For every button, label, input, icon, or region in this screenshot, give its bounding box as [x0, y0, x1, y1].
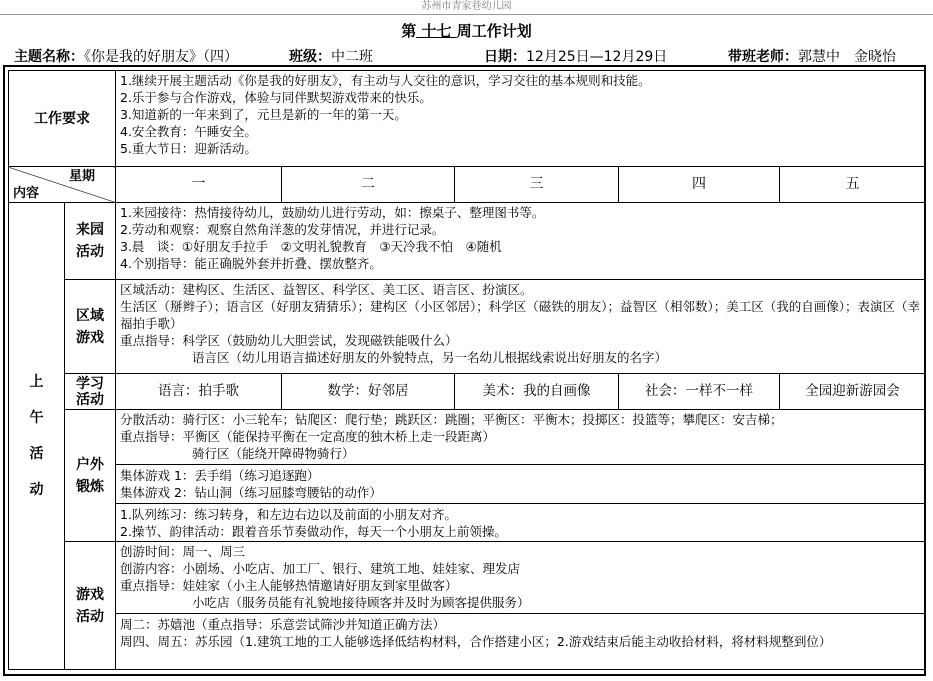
day-friday: 五: [780, 167, 926, 203]
requirement-item: 4.安全教育：午睡安全。: [120, 124, 257, 139]
weekday-label: 星期: [68, 169, 95, 184]
theme-field: 主题名称：《你是我的好朋友》（四）: [14, 49, 238, 65]
requirements-row: [9, 71, 926, 167]
title-suffix: 周工作计划: [456, 22, 532, 40]
play-areas: 创游内容：小剧场、小吃店、加工厂、银行、建筑工地、娃娃家、理发店: [120, 561, 521, 576]
arrival-item: 2.劳动和观察：观察自然角洋葱的发芽情况，并进行记录。: [120, 222, 445, 237]
zones-guide: 重点指导：科学区（鼓励幼儿大胆尝试，发现磁铁能吸什么）: [120, 333, 458, 348]
date-field: 日期：12月25日—12月29日: [484, 49, 668, 65]
group-game: 集体游戏 1：丢手绢（练习追逐跑）: [120, 468, 320, 483]
drill-item: 2.操节、韵律活动：跟着音乐节奏做动作，每天一个小朋友上前领操。: [120, 524, 507, 539]
header-rule: [0, 14, 933, 15]
zones-assignments: 生活区（掰辫子）；语言区（好朋友猜猜乐）；建构区（小区邻居）；科学区（磁铁的朋友）；益智区（相邻数）；美工区（我的自画像）；表演区（幸福拍手歌）: [120, 299, 921, 331]
day-wednesday: 三: [455, 167, 619, 203]
drill-item: 1.队列练习：练习转身，和左边右边以及前面的小朋友对齐。: [120, 507, 457, 522]
morning-activities-label: 上 午 活 动: [9, 203, 65, 670]
title-prefix: 第: [401, 22, 417, 40]
study-thursday: 社会：一样不一样: [619, 374, 780, 410]
arrival-item: 1.来园接待：热情接待幼儿，鼓励幼儿进行劳动，如：擦桌子、整理图书等。: [120, 205, 545, 220]
day-tuesday: 二: [282, 167, 455, 203]
zones-label: 区域 游戏: [65, 280, 116, 374]
week-number: 十七: [421, 22, 452, 40]
zones-guide: 语言区（幼儿用语言描述好朋友的外貌特点，另一名幼儿根据线索说出好朋友的名字）: [192, 350, 668, 365]
school-header: 苏州市青家巷幼儿园: [421, 1, 512, 12]
arrival-content: [116, 203, 926, 280]
play-content: [116, 542, 926, 670]
study-monday: 语言：拍手歌: [116, 374, 282, 410]
play-guide: 小吃店（服务员能有礼貌地接待顾客并及时为顾客提供服务）: [192, 595, 530, 610]
requirement-item: 2.乐于参与合作游戏，体验与同伴默契游戏带来的快乐。: [120, 90, 432, 105]
study-tuesday: 数学：好邻居: [282, 374, 455, 410]
play-schedule: [116, 613, 925, 650]
content-label: 内容: [13, 186, 40, 201]
weekday-header-row: [9, 167, 926, 203]
zones-areas: 区域活动：建构区、生活区、益智区、科学区、美工区、语言区、扮演区。: [120, 282, 533, 297]
arrival-item: 3.晨 谈：①好朋友手拉手 ②文明礼貌教育 ③天冷我不怕 ④随机: [120, 239, 502, 254]
group-game: 集体游戏 2：钻山洞（练习屈膝弯腰钻的动作）: [120, 485, 382, 500]
requirement-item: 5.重大节日：迎新活动。: [120, 141, 257, 156]
play-guide: 重点指导：娃娃家（小主人能够热情邀请好朋友到家里做客）: [120, 578, 458, 593]
outdoor-row: [9, 410, 926, 542]
day-thursday: 四: [619, 167, 780, 203]
page-title: [0, 21, 933, 41]
play-label: 游戏 活动: [65, 542, 116, 670]
outdoor-guide: 骑行区（能绕开障碍物骑行）: [192, 446, 355, 461]
study-friday: 全园迎新游园会: [780, 374, 926, 410]
outdoor-drills: [116, 503, 925, 540]
requirement-item: 3.知道新的一年来到了，元旦是新的一年的第一天。: [120, 107, 407, 122]
play-row: [9, 542, 926, 670]
outdoor-group-games: [116, 464, 925, 501]
study-label: 学习 活动: [65, 374, 116, 410]
zones-row: [9, 280, 926, 374]
study-wednesday: 美术：我的自画像: [455, 374, 619, 410]
requirements-label: 工作要求: [9, 71, 116, 167]
outdoor-content: [116, 410, 926, 542]
play-tuesday: 周二：苏嬉池（重点指导：乐意尝试筛沙并知道正确方法）: [120, 617, 446, 632]
outdoor-scatter: 分散活动：骑行区：小三轮车；钻爬区：爬行垫；跳跃区：跳圈；平衡区：平衡木；投掷区：投篮等；攀爬区：安吉梯；: [120, 412, 783, 427]
plan-meta: [14, 47, 927, 67]
requirements-content: [116, 71, 926, 167]
zones-content: [116, 280, 926, 374]
requirement-item: 1.继续开展主题活动《你是我的好朋友》，有主动与人交往的意识，学习交往的基本规则和技能。: [120, 73, 651, 88]
outdoor-guide: 重点指导：平衡区（能保持平衡在一定高度的独木桥上走一段距离）: [120, 429, 496, 444]
arrival-item: 4.个别指导：能正确脱外套并折叠、摆放整齐。: [120, 256, 382, 271]
arrival-label: 来园 活动: [65, 203, 116, 280]
arrival-row: [9, 203, 926, 280]
day-monday: 一: [116, 167, 282, 203]
class-field: 班级：中二班: [289, 49, 373, 65]
outdoor-label: 户外 锻炼: [65, 410, 116, 542]
play-thu-fri: 周四、周五：苏乐园（1.建筑工地的工人能够选择低结构材料，合作搭建小区；2.游戏结束后能主动收拾材料，将材料规整到位）: [120, 634, 832, 649]
weekly-plan-table: [8, 70, 926, 670]
teacher-field: 带班老师：郭慧中 金晓怡: [728, 49, 896, 65]
weekday-content-corner: [9, 167, 116, 203]
study-row: [9, 374, 926, 410]
play-time: 创游时间：周一、周三: [120, 544, 246, 559]
